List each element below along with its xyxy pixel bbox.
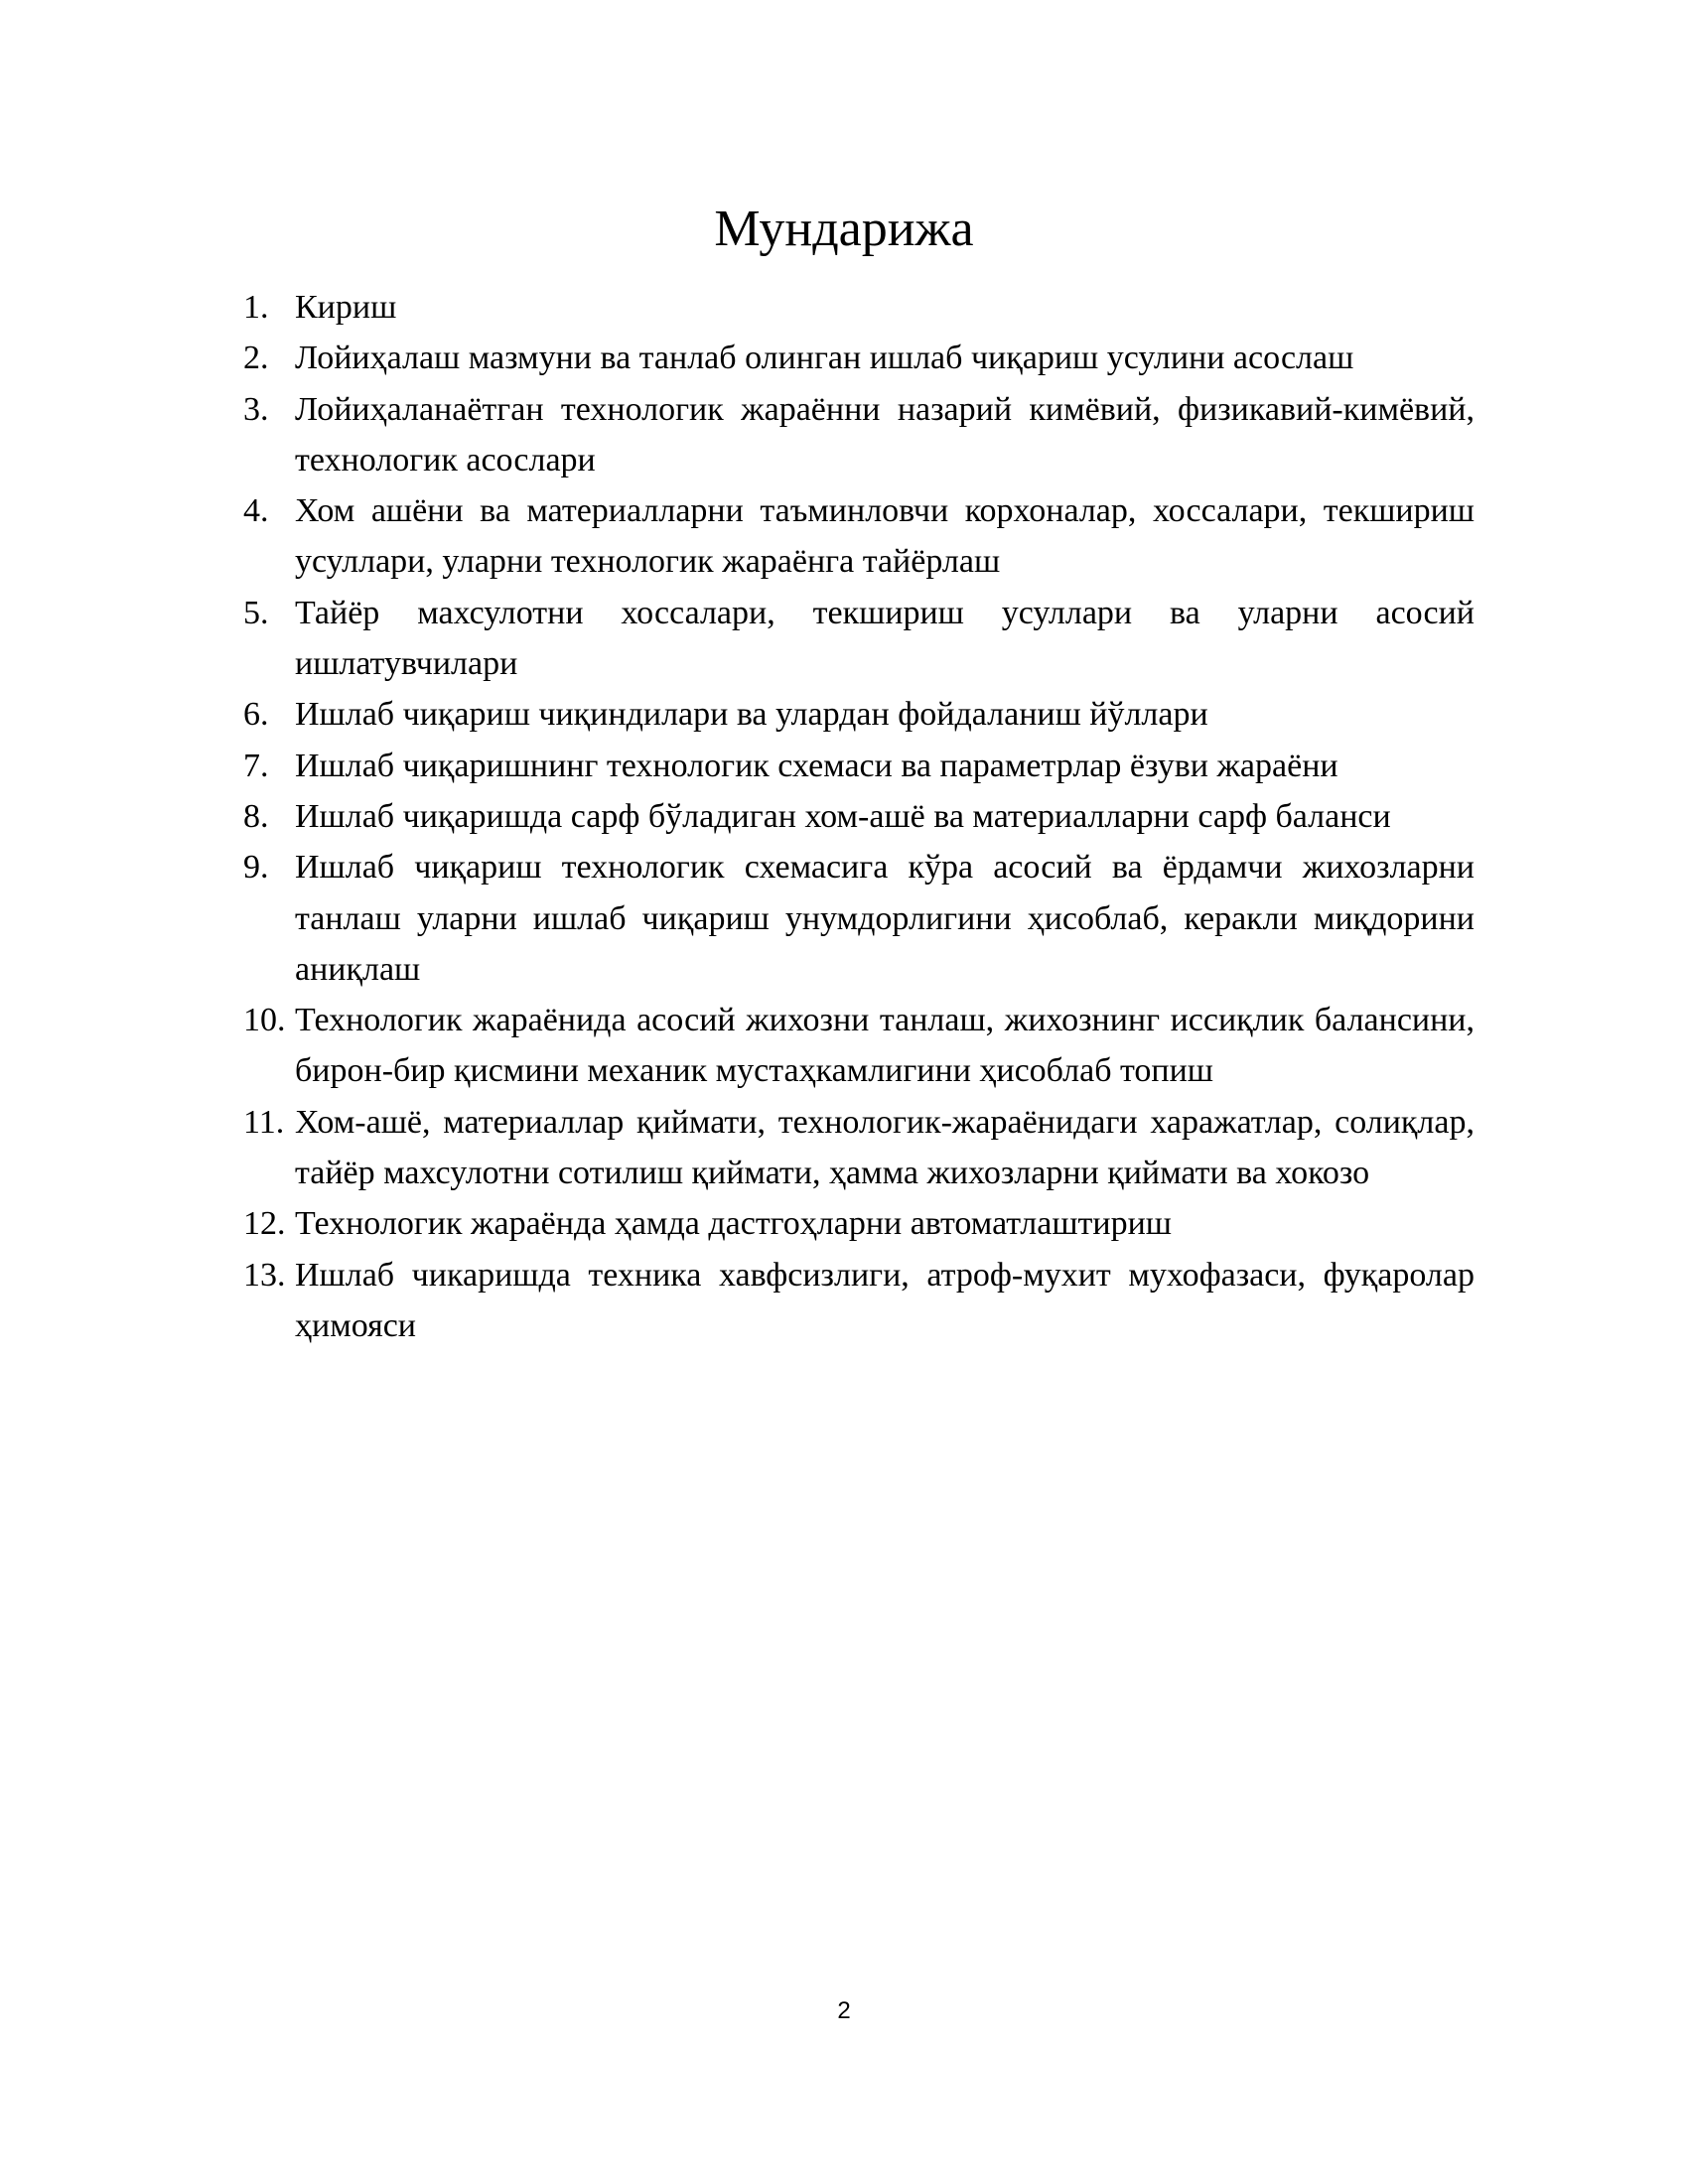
- toc-item-number: 12.: [243, 1205, 286, 1243]
- table-of-contents: [243, 282, 1475, 1351]
- toc-item-number: 6.: [243, 696, 269, 734]
- toc-item: [243, 333, 1475, 383]
- toc-item-text: Ишлаб чиқариш чиқиндилари ва улардан фойдаланиш йўллари: [295, 696, 1208, 734]
- toc-item: [243, 1097, 1475, 1199]
- toc-item: [243, 791, 1475, 842]
- toc-item-number: 9.: [243, 849, 269, 887]
- toc-item-text: Технологик жараёнда ҳамда дастгоҳларни автоматлаштириш: [295, 1205, 1172, 1243]
- toc-item-number: 8.: [243, 797, 269, 835]
- toc-item: [243, 485, 1475, 588]
- toc-item-text: Лойиҳалаш мазмуни ва танлаб олинган ишлаб чиқариш усулини асослаш: [295, 340, 1354, 377]
- toc-item-number: 11.: [243, 1103, 285, 1141]
- toc-item-text: Тайёр махсулотни хоссалари, текшириш усуллари ва уларни асосий ишлатувчилари: [295, 594, 1475, 683]
- page-title: Мундарижа: [714, 201, 974, 257]
- toc-item: [243, 689, 1475, 740]
- toc-item-text: Хом ашёни ва материалларни таъминловчи корхоналар, хоссалари, текшириш усуллари, уларни технологик жараёнга тайёрлаш: [295, 492, 1475, 581]
- toc-item-number: 5.: [243, 594, 269, 631]
- toc-item: [243, 1250, 1475, 1352]
- toc-item-text: Кириш: [295, 289, 397, 326]
- toc-item: [243, 842, 1475, 995]
- toc-item-number: 10.: [243, 1002, 286, 1039]
- toc-item-number: 2.: [243, 340, 269, 377]
- toc-item-text: Лойиҳаланаётган технологик жараённи назарий кимёвий, физикавий-кимёвий, технологик асослари: [295, 390, 1475, 478]
- toc-item: [243, 588, 1475, 690]
- page-number: 2: [837, 1997, 851, 2024]
- toc-item-text: Ишлаб чиқаришда сарф бўладиган хом-ашё ва материалларни сарф баланси: [295, 797, 1391, 835]
- toc-item-text: Хом-ашё, материаллар қиймати, технологик-жараёнидаги харажатлар, солиқлар, тайёр махсулотни сотилиш қиймати, ҳамма жихозларни қиймати ва хокозо: [295, 1103, 1475, 1192]
- toc-item-number: 3.: [243, 390, 269, 428]
- toc-item-text: Ишлаб чиқаришнинг технологик схемаси ва параметрлар ёзуви жараёни: [295, 747, 1338, 784]
- toc-item-number: 1.: [243, 289, 269, 326]
- toc-item: [243, 741, 1475, 791]
- toc-item-number: 4.: [243, 492, 269, 530]
- toc-item: [243, 995, 1475, 1097]
- toc-item-text: Ишлаб чикаришда техника хавфсизлиги, атроф-мухит мухофазаси, фуқаролар ҳимояси: [295, 1256, 1475, 1344]
- toc-item-text: Технологик жараёнида асосий жихозни танлаш, жихознинг иссиқлик балансини, бирон-бир қисмини механик мустаҳкамлигини ҳисоблаб топиш: [295, 1002, 1475, 1090]
- toc-item: [243, 384, 1475, 486]
- toc-item: [243, 282, 1475, 333]
- toc-item-number: 7.: [243, 747, 269, 784]
- toc-item-text: Ишлаб чиқариш технологик схемасига кўра асосий ва ёрдамчи жихозларни танлаш уларни ишлаб чиқариш унумдорлигини ҳисоблаб, керакли миқдорини аниқлаш: [295, 849, 1475, 988]
- toc-item-number: 13.: [243, 1256, 286, 1294]
- toc-item: [243, 1198, 1475, 1249]
